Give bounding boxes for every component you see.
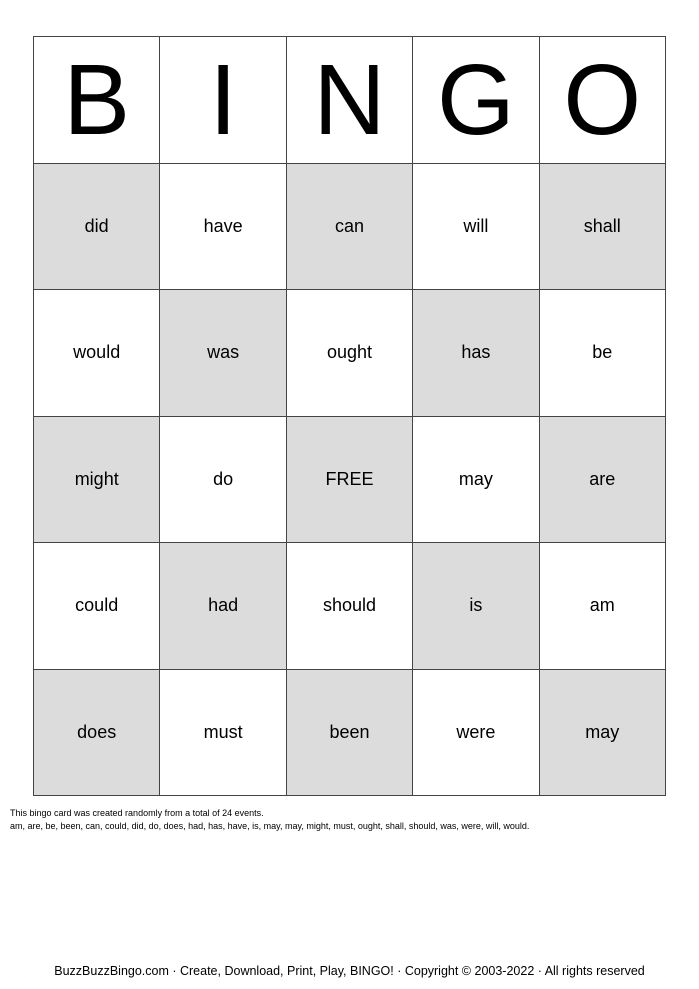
- bingo-cell: may: [413, 417, 539, 544]
- bingo-cell: may: [540, 670, 666, 797]
- bingo-cell: be: [540, 290, 666, 417]
- bingo-cell: had: [160, 543, 286, 670]
- header-letter-n: N: [287, 37, 413, 164]
- bingo-cell: could: [34, 543, 160, 670]
- header-letter-b: B: [34, 37, 160, 164]
- bingo-card: [33, 36, 666, 796]
- bingo-cell: might: [34, 417, 160, 544]
- bingo-cell: ought: [287, 290, 413, 417]
- page-footer: BuzzBuzzBingo.com · Create, Download, Print, Play, BINGO! · Copyright © 2003-2022 · All rights reserved: [54, 964, 645, 978]
- bingo-cell: am: [540, 543, 666, 670]
- bingo-cell: would: [34, 290, 160, 417]
- bingo-cell: can: [287, 164, 413, 291]
- creation-note: This bingo card was created randomly from a total of 24 events.: [10, 808, 264, 818]
- bingo-cell: should: [287, 543, 413, 670]
- bingo-cell: is: [413, 543, 539, 670]
- header-letter-i: I: [160, 37, 286, 164]
- header-letter-o: O: [540, 37, 666, 164]
- bingo-cell: were: [413, 670, 539, 797]
- bingo-cell: has: [413, 290, 539, 417]
- bingo-cell: shall: [540, 164, 666, 291]
- bingo-cell: do: [160, 417, 286, 544]
- bingo-cell: will: [413, 164, 539, 291]
- bingo-cell: have: [160, 164, 286, 291]
- bingo-cell: been: [287, 670, 413, 797]
- bingo-cell: does: [34, 670, 160, 797]
- bingo-cell: was: [160, 290, 286, 417]
- bingo-cell: are: [540, 417, 666, 544]
- bingo-cell: must: [160, 670, 286, 797]
- free-space-cell: FREE: [287, 417, 413, 544]
- events-list: am, are, be, been, can, could, did, do, does, had, has, have, is, may, may, might, must, ought, shall, should, was, were, will, would.: [10, 821, 530, 831]
- header-letter-g: G: [413, 37, 539, 164]
- bingo-cell: did: [34, 164, 160, 291]
